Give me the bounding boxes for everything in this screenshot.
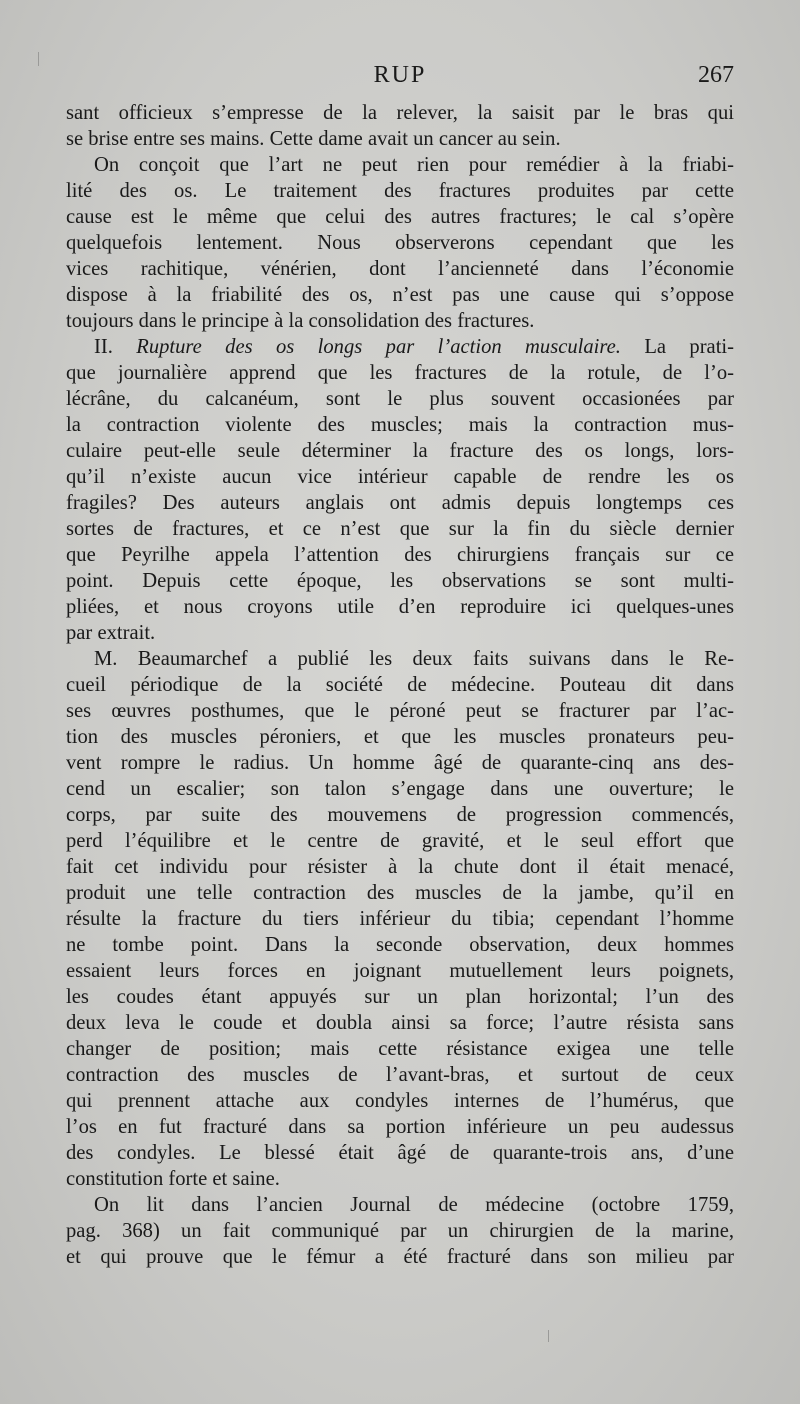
- text-line: culaire peut-elle seule déterminer la fracture des os longs, lors-: [66, 440, 734, 462]
- text-line: ses œuvres posthumes, que le péroné peut se fracturer par l’ac-: [66, 700, 734, 722]
- text-line: lité des os. Le traitement des fractures produites par cette: [66, 180, 734, 202]
- text-line: fait cet individu pour résister à la chute dont il était menacé,: [66, 856, 734, 878]
- text-line: deux leva le coude et doubla ainsi sa force; l’autre résista sans: [66, 1012, 734, 1034]
- text-line: produit une telle contraction des muscles de la jambe, qu’il en: [66, 882, 734, 904]
- page-header: [66, 62, 734, 96]
- text-line: cueil périodique de la société de médecine. Pouteau dit dans: [66, 674, 734, 696]
- text-line: sant officieux s’empresse de la relever, la saisit par le bras qui: [66, 102, 734, 124]
- text-line: tion des muscles péroniers, et que les muscles pronateurs peu-: [66, 726, 734, 748]
- text-line: par extrait.: [66, 622, 156, 644]
- text-line: perd l’équilibre et le centre de gravité, et le seul effort que: [66, 830, 734, 852]
- text-line: On conçoit que l’art ne peut rien pour remédier à la friabi-: [94, 154, 734, 176]
- page-edge-mark: [548, 1330, 549, 1342]
- text-line: se brise entre ses mains. Cette dame avait un cancer au sein.: [66, 128, 561, 150]
- text-line: corps, par suite des mouvemens de progression commencés,: [66, 804, 734, 826]
- text-line: fragiles? Des auteurs anglais ont admis depuis longtemps ces: [66, 492, 734, 514]
- text-line: et qui prouve que le fémur a été fracturé dans son milieu par: [66, 1246, 734, 1268]
- text-line: essaient leurs forces en joignant mutuellement leurs poignets,: [66, 960, 734, 982]
- text-line: résulte la fracture du tiers inférieur du tibia; cependant l’homme: [66, 908, 734, 930]
- page-edge-mark: [38, 52, 39, 66]
- text-line: vent rompre le radius. Un homme âgé de quarante-cinq ans des-: [66, 752, 734, 774]
- text-line: quelquefois lentement. Nous observerons cependant que les: [66, 232, 734, 254]
- text-line: pag. 368) un fait communiqué par un chirurgien de la marine,: [66, 1220, 734, 1242]
- text-line: pliées, et nous croyons utile d’en reproduire ici quelques-unes: [66, 596, 734, 618]
- text-line: point. Depuis cette époque, les observations se sont multi-: [66, 570, 734, 592]
- text-line: cause est le même que celui des autres fractures; le cal s’opère: [66, 206, 734, 228]
- text-line: la contraction violente des muscles; mais la contraction mus-: [66, 414, 734, 436]
- page-number: 267: [698, 62, 734, 88]
- text-line: lécrâne, du calcanéum, sont le plus souvent occasionées par: [66, 388, 734, 410]
- text-line: des condyles. Le blessé était âgé de quarante-trois ans, d’une: [66, 1142, 734, 1164]
- section-heading-line: II. Rupture des os longs par l’action musculaire. La prati-: [94, 336, 734, 358]
- text-line: changer de position; mais cette résistance exigea une telle: [66, 1038, 734, 1060]
- text-line: que journalière apprend que les fractures de la rotule, de l’o-: [66, 362, 734, 384]
- text-line: toujours dans le principe à la consolidation des fractures.: [66, 310, 535, 332]
- section-title: Rupture des os longs par l’action musculaire.: [136, 336, 621, 358]
- text-line: l’os en fut fracturé dans sa portion inférieure un peu audessus: [66, 1116, 734, 1138]
- text-line: constitution forte et saine.: [66, 1168, 280, 1190]
- text-line: cend un escalier; son talon s’engage dans une ouverture; le: [66, 778, 734, 800]
- text-line: les coudes étant appuyés sur un plan horizontal; l’un des: [66, 986, 734, 1008]
- text-line: On lit dans l’ancien Journal de médecine (octobre 1759,: [94, 1194, 734, 1216]
- text-line: que Peyrilhe appela l’attention des chirurgiens français sur ce: [66, 544, 734, 566]
- text-line: sortes de fractures, et ce n’est que sur la fin du siècle dernier: [66, 518, 734, 540]
- text-line: contraction des muscles de l’avant-bras, et surtout de ceux: [66, 1064, 734, 1086]
- text-line: ne tombe point. Dans la seconde observation, deux hommes: [66, 934, 734, 956]
- running-title: RUP: [373, 62, 427, 88]
- text-line: qu’il n’existe aucun vice intérieur capable de rendre les os: [66, 466, 734, 488]
- text-line: qui prennent attache aux condyles internes de l’humérus, que: [66, 1090, 734, 1112]
- text-line: vices rachitique, vénérien, dont l’ancienneté dans l’économie: [66, 258, 734, 280]
- body-text: [66, 100, 734, 1270]
- text-line: M. Beaumarchef a publié les deux faits suivans dans le Re-: [94, 648, 734, 670]
- text-line: dispose à la friabilité des os, n’est pas une cause qui s’oppose: [66, 284, 734, 306]
